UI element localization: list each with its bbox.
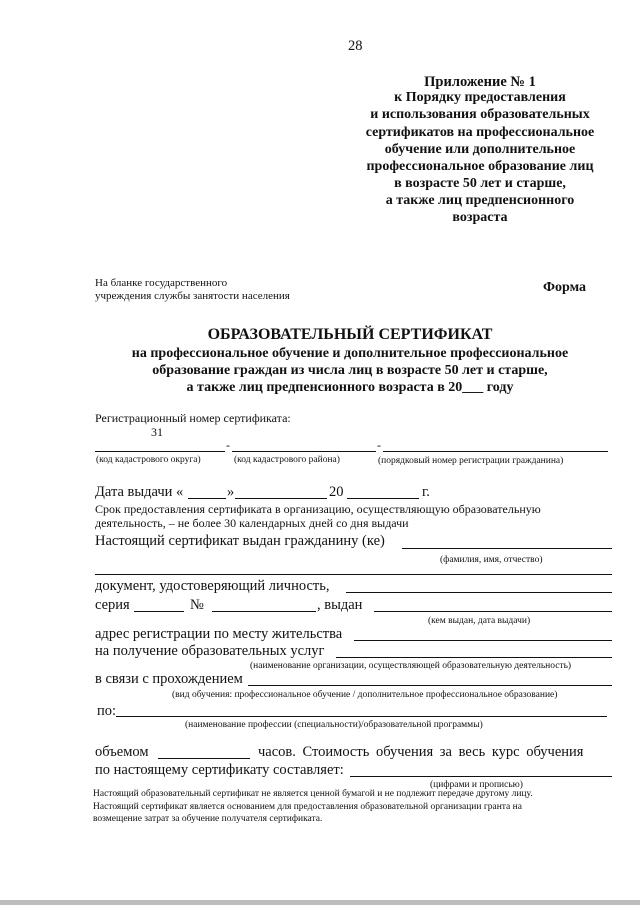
- issued-to-label: Настоящий сертификат выдан гражданину (ке): [95, 533, 385, 549]
- certificate-subtitle: а также лиц предпенсионного возраста в 20___ году: [186, 380, 514, 395]
- appendix-line: и использования образовательных: [370, 107, 590, 122]
- cadastral-area-field[interactable]: [232, 451, 376, 452]
- caption: (цифрами и прописью): [430, 780, 523, 790]
- volume-label: объемом: [95, 744, 149, 760]
- registration-dash: -: [226, 438, 230, 452]
- issue-year-field[interactable]: [347, 498, 419, 499]
- note-text: Настоящий образовательный сертификат не является ценной бумагой и не подлежит передаче другому лицу.: [93, 789, 533, 799]
- certificate-subtitle: на профессиональное обучение и дополнительное профессиональное: [131, 346, 569, 361]
- form-label: Форма: [543, 280, 587, 295]
- identity-document-field[interactable]: [346, 592, 612, 593]
- training-label: в связи с прохождением: [95, 671, 243, 687]
- note-text: возмещение затрат за обучение получателя сертификата.: [93, 814, 323, 824]
- address-field[interactable]: [354, 640, 612, 641]
- caption: (код кадастрового района): [234, 455, 340, 465]
- appendix-line: к Порядку предоставления: [394, 90, 566, 105]
- issued-by-label: , выдан: [317, 597, 363, 613]
- registration-serial-field[interactable]: [383, 451, 608, 452]
- program-field[interactable]: [116, 716, 607, 717]
- registration-dash: -: [377, 438, 381, 452]
- full-name-field[interactable]: [402, 548, 612, 549]
- validity-text: деятельность, – не более 30 календарных дней со дня выдачи: [95, 516, 409, 530]
- issue-month-field[interactable]: [235, 498, 327, 499]
- identity-label: документ, удостоверяющий личность,: [95, 578, 330, 594]
- series-label: серия: [95, 597, 130, 613]
- hours-field[interactable]: [158, 758, 250, 759]
- letterhead-line: На бланке государственного: [95, 277, 228, 289]
- issue-day-field[interactable]: [188, 498, 226, 499]
- hours-text: часов. Стоимость обучения за весь курс обучения: [258, 744, 584, 760]
- caption: (наименование профессии (специальности)/образовательной программы): [185, 720, 483, 730]
- services-label: на получение образовательных услуг: [95, 643, 325, 659]
- certificate-title: ОБРАЗОВАТЕЛЬНЫЙ СЕРТИФИКАТ: [207, 326, 493, 343]
- appendix-line: в возрасте 50 лет и старше,: [394, 176, 566, 191]
- cadastral-district-field[interactable]: [95, 451, 225, 452]
- number-label: №: [190, 597, 204, 613]
- address-label: адрес регистрации по месту жительства: [95, 626, 343, 642]
- training-type-field[interactable]: [248, 685, 612, 686]
- issued-by-field[interactable]: [374, 611, 612, 612]
- issue-year-suffix: г.: [422, 484, 430, 500]
- letterhead-line: учреждения службы занятости населения: [95, 290, 290, 302]
- issue-date-quote: »: [227, 484, 235, 500]
- caption: (фамилия, имя, отчество): [440, 555, 543, 565]
- cost-field[interactable]: [350, 776, 612, 777]
- appendix-line: возраста: [452, 210, 508, 225]
- caption: (код кадастрового округа): [96, 455, 201, 465]
- program-label: по:: [97, 703, 117, 719]
- scan-border: [0, 900, 640, 905]
- caption: (наименование организации, осуществляющей образовательную деятельность): [250, 661, 572, 671]
- appendix-line: сертификатов на профессиональное: [365, 125, 595, 140]
- organization-field[interactable]: [336, 657, 612, 658]
- full-name-field-2[interactable]: [95, 574, 612, 575]
- appendix-line: профессиональное образование лиц: [366, 159, 594, 174]
- note-text: Настоящий сертификат является основанием для предоставления образовательной организации гранта на: [93, 802, 522, 812]
- registration-label: Регистрационный номер сертификата:: [95, 411, 291, 425]
- series-field[interactable]: [134, 611, 184, 612]
- issue-year-prefix: 20: [329, 484, 344, 500]
- number-field[interactable]: [212, 611, 316, 612]
- validity-text: Срок предоставления сертификата в организацию, осуществляющую образовательную: [95, 502, 541, 516]
- issue-date-label: Дата выдачи «: [95, 484, 184, 500]
- registration-value: 31: [151, 425, 163, 439]
- certificate-subtitle: образование граждан из числа лиц в возрасте 50 лет и старше,: [152, 363, 548, 378]
- caption: (вид обучения: профессиональное обучение / дополнительное профессиональное образование): [172, 690, 558, 700]
- caption: (кем выдан, дата выдачи): [428, 616, 531, 626]
- cost-label: по настоящему сертификату составляет:: [95, 762, 344, 778]
- appendix-line: Приложение № 1: [424, 74, 536, 90]
- page-number: 28: [348, 38, 363, 54]
- caption: (порядковый номер регистрации гражданина): [378, 456, 564, 466]
- appendix-line: обучение или дополнительное: [384, 142, 576, 157]
- appendix-line: а также лиц предпенсионного: [385, 193, 575, 208]
